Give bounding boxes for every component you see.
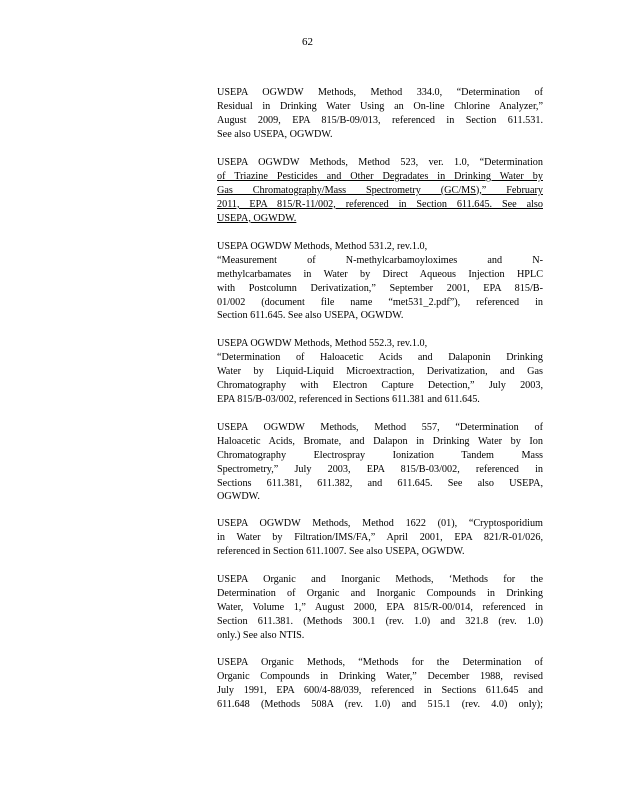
entry-line: USEPA OGWDW Methods, Method 531.2, rev.1.0, [217,241,428,252]
entry-line: OGWDW. [217,491,260,503]
entry-line: Section 611.381. (Methods 300.1 (rev. 1.0) and 321.8 (rev. 1.0) [217,615,543,627]
entry-line: Organic Compounds in Drinking Water,” December 1988, revised [217,670,543,682]
entry-line: Sections 611.381, 611.382, and 611.645. See also USEPA, [217,477,543,489]
entry-line: July 1991, EPA 600/4-88/039, referenced in Sections 611.645 and [217,684,543,696]
entry-line: USEPA OGWDW Methods, Method 1622 (01), “Cryptosporidium [217,518,543,529]
entry-line: Water, Volume 1,” August 2000, EPA 815/R-00/014, referenced in [217,601,543,613]
entry-line: USEPA Organic and Inorganic Methods, ‘Methods for the [217,574,543,585]
entry-line: 611.648 (Methods 508A (rev. 1.0) and 515.1 (rev. 4.0) only); [217,698,543,710]
entry-line: in Water by Filtration/IMS/FA,” April 2001, EPA 821/R-01/026, [217,531,543,543]
entry-line: Haloacetic Acids, Bromate, and Dalapon in Drinking Water by Ion [217,435,543,447]
reference-entry-method-552-3 [217,337,543,406]
entry-line-underlined: USEPA, OGWDW. [217,212,297,224]
reference-entry-method-523 [217,156,543,225]
entry-line: USEPA OGWDW Methods, Method 523, ver. 1.0, “Determination [217,157,543,168]
entry-line: USEPA Organic Methods, “Methods for the Determination of [217,657,543,668]
entry-line-underlined: 2011, EPA 815/R-11/002, referenced in Section 611.645. See also [217,198,543,210]
reference-entry-method-531-2 [217,240,543,323]
entry-line: USEPA OGWDW Methods, Method 334.0, “Determination of [217,87,543,98]
entry-line: Determination of Organic and Inorganic Compounds in Drinking [217,587,543,599]
entry-line: only.) See also NTIS. [217,629,305,641]
entry-line: See also USEPA, OGWDW. [217,128,333,140]
entry-line: referenced in Section 611.1007. See also USEPA, OGWDW. [217,545,465,557]
entry-line: “Measurement of N-methylcarbamoyloximes and N- [217,254,543,266]
entry-line-underlined: of Triazine Pesticides and Other Degradates in Drinking Water by [217,170,543,182]
entry-line: Spectrometry,” July 2003, EPA 815/B-03/002, referenced in [217,463,543,475]
entry-line: USEPA OGWDW Methods, Method 552.3, rev.1.0, [217,338,428,349]
reference-entry-method-557 [217,421,543,504]
entry-line: Chromatography with Electron Capture Detection,” July 2003, [217,379,543,391]
reference-entry-organic-inorganic-methods [217,573,543,642]
entry-line: Chromatography Electrospray Ionization Tandem Mass [217,449,543,461]
entry-line: with Postcolumn Derivatization,” September 2001, EPA 815/B- [217,282,543,294]
entry-line: USEPA OGWDW Methods, Method 557, “Determination of [217,422,543,433]
entry-line: Section 611.645. See also USEPA, OGWDW. [217,310,404,322]
page-number: 62 [302,36,313,48]
reference-entry-organic-methods [217,656,543,712]
entry-line: methylcarbamates in Water by Direct Aqueous Injection HPLC [217,268,543,280]
entry-line: EPA 815/B-03/002, referenced in Sections 611.381 and 611.645. [217,393,480,405]
entry-line: August 2009, EPA 815/B-09/013, referenced in Section 611.531. [217,114,543,126]
entry-line: 01/002 (document file name “met531_2.pdf”), referenced in [217,296,543,308]
entry-line: Water by Liquid-Liquid Microextraction, Derivatization, and Gas [217,365,543,377]
entry-line: Residual in Drinking Water Using an On-line Chlorine Analyzer,” [217,100,543,112]
reference-entry-method-334 [217,86,543,142]
reference-entry-method-1622 [217,517,543,559]
entry-line-underlined: Gas Chromatography/Mass Spectrometry (GC/MS),” February [217,184,543,196]
entry-line: “Determination of Haloacetic Acids and Dalaponin Drinking [217,351,543,363]
